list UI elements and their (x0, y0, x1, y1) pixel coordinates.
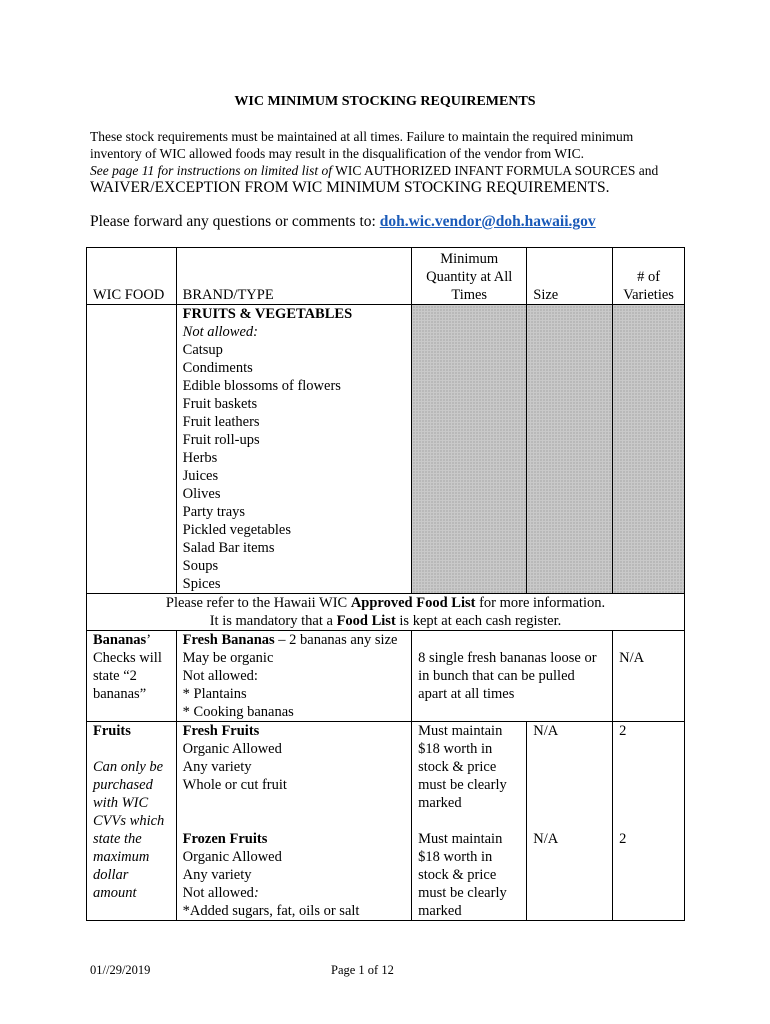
list-item: Any variety (182, 867, 252, 883)
list-item: Catsup (182, 342, 223, 358)
bananas-brand-heading (183, 631, 405, 649)
frozen-fruits-min-qty: Must maintain $18 worth in stock & price must be clearly marked (418, 831, 507, 919)
list-item: Pickled vegetables (182, 522, 291, 538)
spacer (93, 740, 170, 758)
shaded-cell (527, 305, 613, 594)
intro-line-3-rest: WIC AUTHORIZED INFANT FORMULA SOURCES and (332, 163, 659, 178)
not-allowed-colon: : (253, 885, 259, 901)
fruits-veg-heading: FRUITS & VEGETABLES (182, 306, 353, 322)
bananas-brand-cell (176, 631, 411, 722)
frozen-fruits-varieties: 2 (619, 831, 627, 847)
list-item: Salad Bar items (182, 540, 275, 556)
list-item: Fruit baskets (182, 396, 258, 412)
not-allowed-text: Not allowed (182, 885, 254, 901)
fruits-food-cell (87, 722, 177, 921)
contact-email-link[interactable]: doh.wic.vendor@doh.hawaii.gov (379, 213, 596, 230)
fruits-veg-brand-cell (176, 305, 411, 594)
fresh-fruits-size: N/A (533, 723, 559, 739)
table-row-fruits (87, 722, 685, 921)
fruits-food-label: Fruits (93, 723, 131, 739)
fresh-fruits-varieties: 2 (619, 723, 627, 739)
list-item: Fruit leathers (182, 414, 260, 430)
table-row-fruits-vegetables (87, 305, 685, 594)
list-item: Any variety (182, 759, 252, 775)
list-item: Olives (182, 486, 221, 502)
list-item: Soups (182, 558, 219, 574)
footer-date: 01//29/2019 (90, 963, 151, 977)
list-item: Fruit roll-ups (182, 432, 260, 448)
footer-page-number: Page 1 of 12 (331, 963, 394, 977)
spacer (619, 631, 678, 649)
list-item: *Added sugars, fat, oils or salt (182, 903, 360, 919)
intro-italic-reference: See page 11 for instructions on limited list of (90, 163, 332, 178)
fruits-brand-cell (176, 722, 411, 921)
bananas-food-note: ’ Checks will state “2 bananas” (93, 632, 162, 702)
notice-line-2 (93, 612, 678, 630)
fruits-veg-food-cell (87, 305, 177, 594)
list-item: Condiments (182, 360, 253, 376)
notice-line-1 (93, 594, 678, 612)
fresh-bananas-label: Fresh Bananas (182, 632, 275, 648)
fruits-size-cell (527, 722, 613, 921)
header-varieties: # of Varieties (613, 248, 685, 305)
frozen-fruits-heading: Frozen Fruits (182, 831, 268, 847)
notice-text: Please refer to the Hawaii WIC (165, 595, 351, 611)
bananas-food-label: Bananas (93, 632, 147, 648)
intro-line-1: These stock requirements must be maintained at all times. Failure to maintain the required minimum (90, 129, 634, 144)
stocking-table (86, 247, 685, 921)
table-row-bananas (87, 631, 685, 722)
page-title: WIC MINIMUM STOCKING REQUIREMENTS (234, 94, 536, 109)
bananas-min-qty: 8 single fresh bananas loose or in bunch that can be pulled apart at all times (418, 650, 597, 702)
contact-label: Please forward any questions or comments to: (90, 213, 380, 230)
notice-food-list: Food List (336, 613, 396, 629)
contact-line (90, 213, 596, 231)
list-item: Party trays (182, 504, 246, 520)
notice-text: is kept at each cash register. (395, 613, 562, 629)
shaded-cell (613, 305, 685, 594)
fresh-bananas-note: – 2 bananas any size (274, 632, 398, 648)
list-item: Not allowed: (182, 668, 258, 684)
food-list-notice (87, 594, 685, 631)
frozen-fruits-size: N/A (533, 831, 559, 847)
intro-line-3 (90, 163, 658, 179)
list-item: * Cooking bananas (182, 704, 294, 720)
fruits-min-qty-cell (412, 722, 527, 921)
list-item: Edible blossoms of flowers (182, 378, 341, 394)
fruits-food-note: Can only be purchased with WIC CVVs which state the maximum dollar amount (93, 759, 165, 901)
list-item: Juices (182, 468, 219, 484)
fruits-varieties-cell (613, 722, 685, 921)
notice-text: for more information. (475, 595, 606, 611)
header-size: Size (527, 248, 613, 305)
notice-text: It is mandatory that a (209, 613, 337, 629)
bananas-varieties-cell (613, 631, 685, 722)
frozen-not-allowed (183, 884, 405, 902)
spacer (183, 794, 405, 830)
list-item: May be organic (182, 650, 274, 666)
intro-line-4: WAIVER/EXCEPTION FROM WIC MINIMUM STOCKING REQUIREMENTS. (90, 179, 610, 196)
list-item: Organic Allowed (182, 849, 282, 865)
bananas-varieties: N/A (619, 650, 645, 666)
list-item: Herbs (182, 450, 218, 466)
list-item: Organic Allowed (182, 741, 282, 757)
header-brand-type: BRAND/TYPE (176, 248, 411, 305)
list-item: Spices (182, 576, 221, 592)
table-row-notice (87, 594, 685, 631)
list-item: Whole or cut fruit (182, 777, 287, 793)
bananas-food-cell (87, 631, 177, 722)
spacer (418, 812, 520, 830)
fresh-fruits-heading: Fresh Fruits (182, 723, 260, 739)
shaded-cell (412, 305, 527, 594)
fresh-fruits-min-qty: Must maintain $18 worth in stock & price must be clearly marked (418, 723, 507, 811)
intro-line-2: inventory of WIC allowed foods may result in the disqualification of the vendor from WIC. (90, 146, 585, 161)
list-item: * Plantains (182, 686, 247, 702)
header-wic-food: WIC FOOD (87, 248, 177, 305)
spacer (418, 631, 606, 649)
notice-approved-food-list: Approved Food List (350, 595, 476, 611)
header-minimum-quantity: Minimum Quantity at All Times (412, 248, 527, 305)
bananas-min-qty-cell (412, 631, 613, 722)
table-header-row (87, 248, 685, 305)
fruits-veg-not-allowed: Not allowed: (182, 324, 258, 340)
